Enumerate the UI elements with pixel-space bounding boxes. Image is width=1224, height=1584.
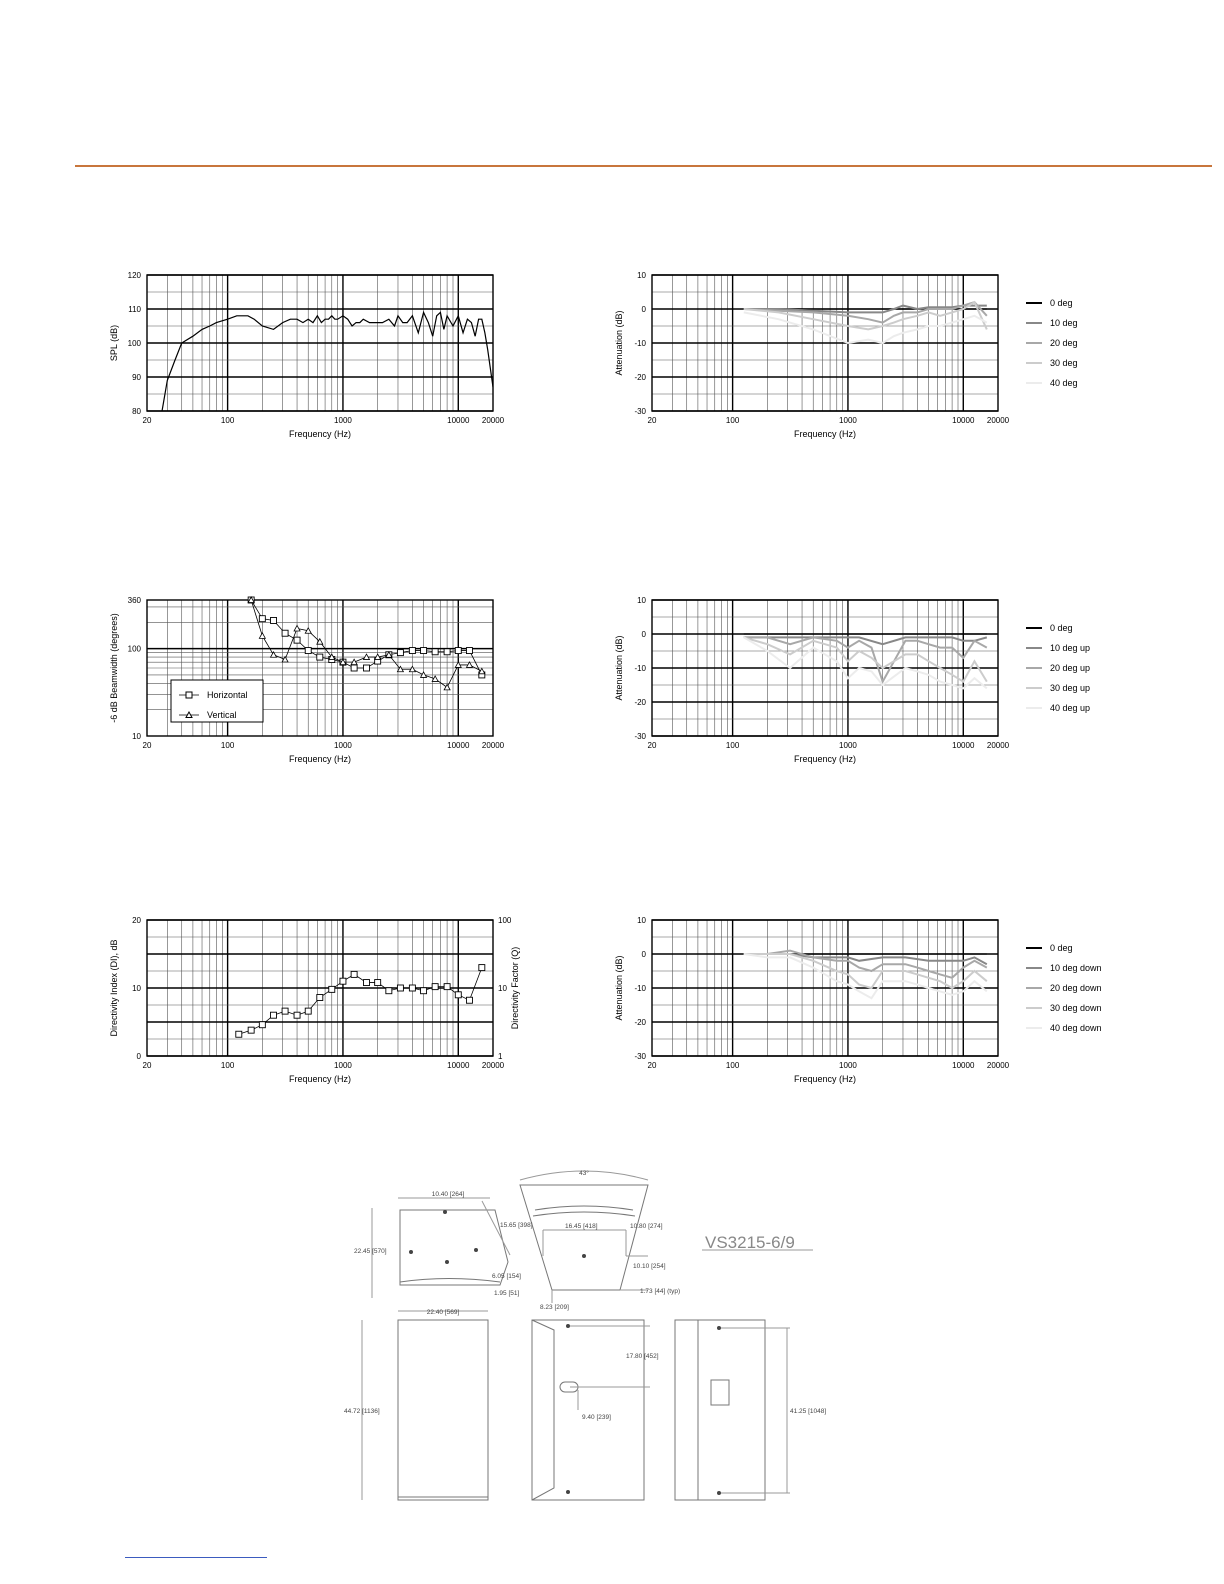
legend-label: 20 deg xyxy=(1050,338,1078,348)
y-tick-label: 80 xyxy=(132,407,141,416)
y-tick-label: -30 xyxy=(634,407,646,416)
dim-back-inner: 16.45 [418] xyxy=(565,1223,598,1230)
data-point xyxy=(397,985,403,991)
y-tick-label: -20 xyxy=(634,373,646,382)
x-tick-label: 100 xyxy=(220,1061,235,1070)
x-axis-label: Frequency (Hz) xyxy=(288,754,352,764)
x-tick-label: 20 xyxy=(142,1061,152,1070)
data-point xyxy=(466,997,472,1003)
y-axis-label: Attenuation (dB) xyxy=(614,635,624,701)
data-point xyxy=(466,648,472,654)
data-point xyxy=(282,630,288,636)
horizontal-attenuation-chart xyxy=(605,265,1125,450)
chart-grid xyxy=(652,920,998,1056)
legend-label: Horizontal xyxy=(207,690,248,700)
model-label: VS3215-6/9 xyxy=(705,1233,795,1252)
data-point xyxy=(455,992,461,998)
series-10-deg-down xyxy=(744,954,987,964)
legend-label: 30 deg up xyxy=(1050,683,1091,693)
data-point xyxy=(317,654,323,660)
chart-svg xyxy=(605,265,1125,450)
series-0 xyxy=(236,965,485,1038)
y-tick-label: 10 xyxy=(132,732,141,741)
y-tick-label: 120 xyxy=(127,271,141,280)
data-point xyxy=(294,1012,300,1018)
data-point xyxy=(444,984,450,990)
data-point xyxy=(259,633,265,639)
x-tick-label: 1000 xyxy=(334,741,352,750)
chart-grid xyxy=(652,600,998,736)
x-tick-label: 10000 xyxy=(952,741,975,750)
legend-label: 20 deg down xyxy=(1050,983,1102,993)
legend-label: 40 deg xyxy=(1050,378,1078,388)
dim-d2: 1.95 [51] xyxy=(494,1290,520,1297)
y-tick-label: 10 xyxy=(637,596,646,605)
data-point xyxy=(363,665,369,671)
x-tick-label: 100 xyxy=(725,1061,740,1070)
series-0 xyxy=(162,312,493,411)
data-point xyxy=(363,980,369,986)
legend-label: 40 deg down xyxy=(1050,1023,1102,1033)
x-tick-label: 20 xyxy=(647,416,657,425)
series-line xyxy=(162,312,493,411)
x-axis-label: Frequency (Hz) xyxy=(793,754,857,764)
chart-svg xyxy=(100,910,540,1095)
back-view-outline xyxy=(520,1185,648,1290)
chart-grid xyxy=(652,275,998,411)
y-tick-label: -20 xyxy=(634,698,646,707)
legend-label: 10 deg xyxy=(1050,318,1078,328)
series-Horizontal xyxy=(248,597,485,678)
dim-typ: 1.73 [44] (typ) xyxy=(640,1288,681,1295)
x-tick-label: 20 xyxy=(142,741,152,750)
dim-depth: 22.45 [570] xyxy=(354,1248,387,1255)
x-tick-label: 20000 xyxy=(986,1061,1010,1070)
dim-back-right: 10.80 [274] xyxy=(630,1223,663,1230)
y-tick-label: 20 xyxy=(132,916,141,925)
y-axis-label: -6 dB Beamwidth (degrees) xyxy=(109,613,119,723)
data-point xyxy=(444,649,450,655)
x-tick-label: 20 xyxy=(647,1061,657,1070)
data-point xyxy=(409,648,415,654)
legend-label: 30 deg xyxy=(1050,358,1078,368)
y-tick-label: -10 xyxy=(634,984,646,993)
data-point xyxy=(340,978,346,984)
data-point xyxy=(444,684,450,690)
data-point xyxy=(317,995,323,1001)
header-rule xyxy=(75,165,1212,167)
x-tick-label: 20000 xyxy=(986,741,1010,750)
data-point xyxy=(351,971,357,977)
legend-label: Vertical xyxy=(207,710,237,720)
connector-plate xyxy=(711,1380,729,1405)
spl-chart xyxy=(100,265,520,450)
x-tick-label: 100 xyxy=(220,741,235,750)
x-tick-label: 10000 xyxy=(447,416,470,425)
data-point xyxy=(386,988,392,994)
data-point xyxy=(259,616,265,622)
rear-view-outline xyxy=(675,1320,765,1500)
series-line xyxy=(744,302,987,329)
dimension-drawing xyxy=(330,1170,850,1510)
x-tick-label: 10000 xyxy=(952,1061,975,1070)
y2-tick-label: 100 xyxy=(498,916,512,925)
y-tick-label: 0 xyxy=(641,305,646,314)
dim-rigging: 17.80 [452] xyxy=(626,1353,659,1360)
data-point xyxy=(282,1008,288,1014)
data-point xyxy=(397,650,403,656)
series-line xyxy=(744,954,987,964)
series-line xyxy=(239,968,482,1035)
data-point xyxy=(294,637,300,643)
x-tick-label: 20000 xyxy=(481,741,505,750)
data-point xyxy=(409,985,415,991)
x-axis-label: Frequency (Hz) xyxy=(288,1074,352,1084)
x-tick-label: 20000 xyxy=(986,416,1010,425)
data-point xyxy=(259,1022,265,1028)
dim-side-slant: 15.65 [398] xyxy=(500,1222,533,1229)
dim-height: 44.72 [1136] xyxy=(344,1408,380,1415)
x-tick-label: 10000 xyxy=(447,741,470,750)
chart-svg xyxy=(100,590,520,775)
y-tick-label: 90 xyxy=(132,373,141,382)
legend-label: 20 deg up xyxy=(1050,663,1091,673)
y-tick-label: 110 xyxy=(128,305,141,314)
y-tick-label: 0 xyxy=(136,1052,141,1061)
x-tick-label: 1000 xyxy=(334,416,352,425)
data-point xyxy=(479,965,485,971)
y-axis-label: SPL (dB) xyxy=(109,324,119,362)
series-40-deg xyxy=(744,312,987,343)
y-tick-label: -10 xyxy=(634,339,646,348)
data-point xyxy=(248,1027,254,1033)
x-tick-label: 20 xyxy=(647,741,657,750)
dim-top-width: 10.40 [264] xyxy=(431,1191,465,1198)
x-tick-label: 20 xyxy=(142,416,152,425)
dim-rear-height: 41.25 [1048] xyxy=(790,1408,827,1415)
top-view-grille-curve xyxy=(400,1279,500,1283)
data-point xyxy=(432,676,438,682)
y-tick-label: -30 xyxy=(634,732,646,741)
data-point xyxy=(305,648,311,654)
y-tick-label: -10 xyxy=(634,664,646,673)
beamwidth-chart xyxy=(100,590,520,775)
legend-label: 0 deg xyxy=(1050,943,1073,953)
y-tick-label: 100 xyxy=(127,644,141,654)
x-axis-label: Frequency (Hz) xyxy=(793,1074,857,1084)
y-tick-label: 360 xyxy=(127,596,141,605)
chart-grid xyxy=(147,920,493,1056)
legend-label: 10 deg up xyxy=(1050,643,1091,653)
x-tick-label: 20000 xyxy=(481,1061,505,1070)
x-axis-label: Frequency (Hz) xyxy=(288,429,352,439)
dim-handle: 9.40 [239] xyxy=(582,1414,611,1421)
data-point xyxy=(329,986,335,992)
chart-svg xyxy=(605,910,1125,1095)
y-tick-label: 10 xyxy=(637,916,646,925)
chart-svg xyxy=(605,590,1125,775)
data-point xyxy=(351,665,357,671)
x-tick-label: 1000 xyxy=(334,1061,352,1070)
data-point xyxy=(294,625,300,631)
data-point xyxy=(236,1031,242,1037)
dim-angle: 43° xyxy=(579,1170,589,1177)
y-axis-label: Attenuation (dB) xyxy=(614,310,624,376)
series-30-deg xyxy=(744,302,987,329)
x-tick-label: 1000 xyxy=(839,741,857,750)
x-tick-label: 10000 xyxy=(952,416,975,425)
dim-back-bottom: 8.23 [209] xyxy=(540,1304,569,1311)
x-tick-label: 10000 xyxy=(447,1061,470,1070)
data-point xyxy=(432,984,438,990)
vertical-up-attenuation-chart xyxy=(605,590,1125,775)
x-tick-label: 100 xyxy=(725,416,740,425)
y-tick-label: -20 xyxy=(634,1018,646,1027)
data-point xyxy=(455,648,461,654)
y-tick-label: 10 xyxy=(637,271,646,280)
x-tick-label: 100 xyxy=(220,416,235,425)
front-view-outline xyxy=(398,1320,488,1500)
legend-label: 0 deg xyxy=(1050,623,1073,633)
dim-back-mid: 10.10 [254] xyxy=(633,1263,666,1270)
y2-axis-label: Directivity Factor (Q) xyxy=(510,946,520,1030)
y2-tick-label: 10 xyxy=(498,984,507,993)
chart-grid xyxy=(147,275,493,411)
side-view-outline xyxy=(532,1320,644,1500)
data-point xyxy=(375,980,381,986)
y2-tick-label: 1 xyxy=(498,1052,503,1061)
data-point xyxy=(421,648,427,654)
data-point xyxy=(432,649,438,655)
series-line xyxy=(744,312,987,343)
legend-label: 10 deg down xyxy=(1050,963,1102,973)
data-point xyxy=(271,617,277,623)
dim-d6: 6.05 [154] xyxy=(492,1273,521,1280)
y-tick-label: 100 xyxy=(127,339,141,348)
data-point xyxy=(271,1012,277,1018)
y-axis-label: Attenuation (dB) xyxy=(614,955,624,1021)
x-tick-label: 1000 xyxy=(839,416,857,425)
x-axis-label: Frequency (Hz) xyxy=(793,429,857,439)
legend-label: 0 deg xyxy=(1050,298,1073,308)
x-tick-label: 100 xyxy=(725,741,740,750)
y-axis-label: Directivity Index (DI), dB xyxy=(109,939,119,1037)
y-tick-label: 0 xyxy=(641,630,646,639)
legend-marker xyxy=(186,692,192,698)
x-tick-label: 20000 xyxy=(481,416,505,425)
legend-label: 40 deg up xyxy=(1050,703,1091,713)
chart-svg xyxy=(100,265,520,450)
series-Vertical xyxy=(248,597,485,690)
y-tick-label: -30 xyxy=(634,1052,646,1061)
data-point xyxy=(305,1008,311,1014)
x-tick-label: 1000 xyxy=(839,1061,857,1070)
directivity-chart xyxy=(100,910,540,1095)
dim-front-width: 22.40 [569] xyxy=(426,1309,460,1316)
y-tick-label: 0 xyxy=(641,950,646,959)
footer-link-underline[interactable] xyxy=(125,1557,267,1558)
vertical-down-attenuation-chart xyxy=(605,910,1125,1095)
data-point xyxy=(421,988,427,994)
legend-label: 30 deg down xyxy=(1050,1003,1102,1013)
y-tick-label: 10 xyxy=(132,984,141,993)
